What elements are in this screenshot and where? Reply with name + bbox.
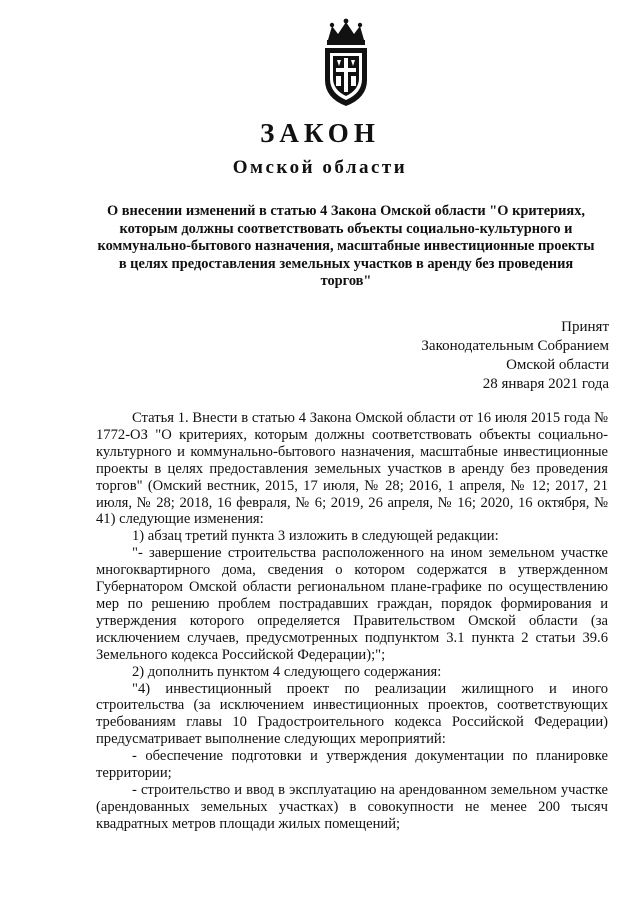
measure-2-paragraph: - строительство и ввод в эксплуатацию на арендованном земельном участке (арендованных земельных участках) в совокупности не менее 200 тысяч квадратных метров площади жилых помещений; xyxy=(96,781,608,832)
adoption-block xyxy=(421,318,609,394)
item-2-quote-paragraph: "4) инвестиционный проект по реализации жилищного и иного строительства (за исключением инвестиционных проектов, соответствующих требованиям главы 10 Градостроительного кодекса Российской Федерации) предусматривает выполнение следующих мероприятий: xyxy=(96,680,608,748)
adoption-line-3: Омской области xyxy=(506,357,609,373)
omsk-coat-of-arms-icon xyxy=(318,18,374,108)
adoption-line-2: Законодательным Собранием xyxy=(421,338,609,354)
item-1-quote-paragraph: "- завершение строительства расположенного на ином земельном участке многоквартирного дома, сведения о котором содержатся в утвержденном Губернатором Омской области региональном плане-графике по осуществлению мер по решению проблем пострадавших граждан, порядок формирования и утверждения которого определяется Правительством Омской области (за исключением случаев, предусмотренных подпунктом 3.1 пункта 2 статьи 39.6 Земельного кодекса Российской Федерации);"; xyxy=(96,545,608,663)
document-title: ЗАКОН xyxy=(260,118,380,148)
article-1-paragraph: Статья 1. Внести в статью 4 Закона Омской области от 16 июля 2015 года № 1772-ОЗ "О критериях, которым должны соответствовать объекты социально-культурного и коммунально-бытового назначения, масштабные инвестиционные проекты в целях предоставления земельных участков в аренду без проведения торгов" (Омский вестник, 2015, 17 июля, № 28; 2016, 1 апреля, № 12; 2017, 21 июля, № 28; 2018, 16 февраля, № 6; 2019, 26 апреля, № 16; 2020, 16 октября, № 41) следующие изменения: xyxy=(96,410,608,528)
adoption-date: 28 января 2021 года xyxy=(482,376,609,392)
law-name: О внесении изменений в статью 4 Закона Омской области "О критериях, которым должны соответствовать объекты социально-культурного и коммунально-бытового назначения, масштабные инвестиционные проекты в целях предоставления земельных участков в аренду без проведения торгов" xyxy=(97,203,595,289)
document-body xyxy=(96,410,608,833)
adoption-line-1: Принят xyxy=(561,319,609,335)
measure-1-paragraph: - обеспечение подготовки и утверждения документации по планировке территории; xyxy=(96,748,608,782)
item-2-paragraph: 2) дополнить пунктом 4 следующего содержания: xyxy=(132,663,442,680)
document-subtitle: Омской области xyxy=(232,157,408,178)
item-1-paragraph: 1) абзац третий пункта 3 изложить в следующей редакции: xyxy=(132,528,499,545)
